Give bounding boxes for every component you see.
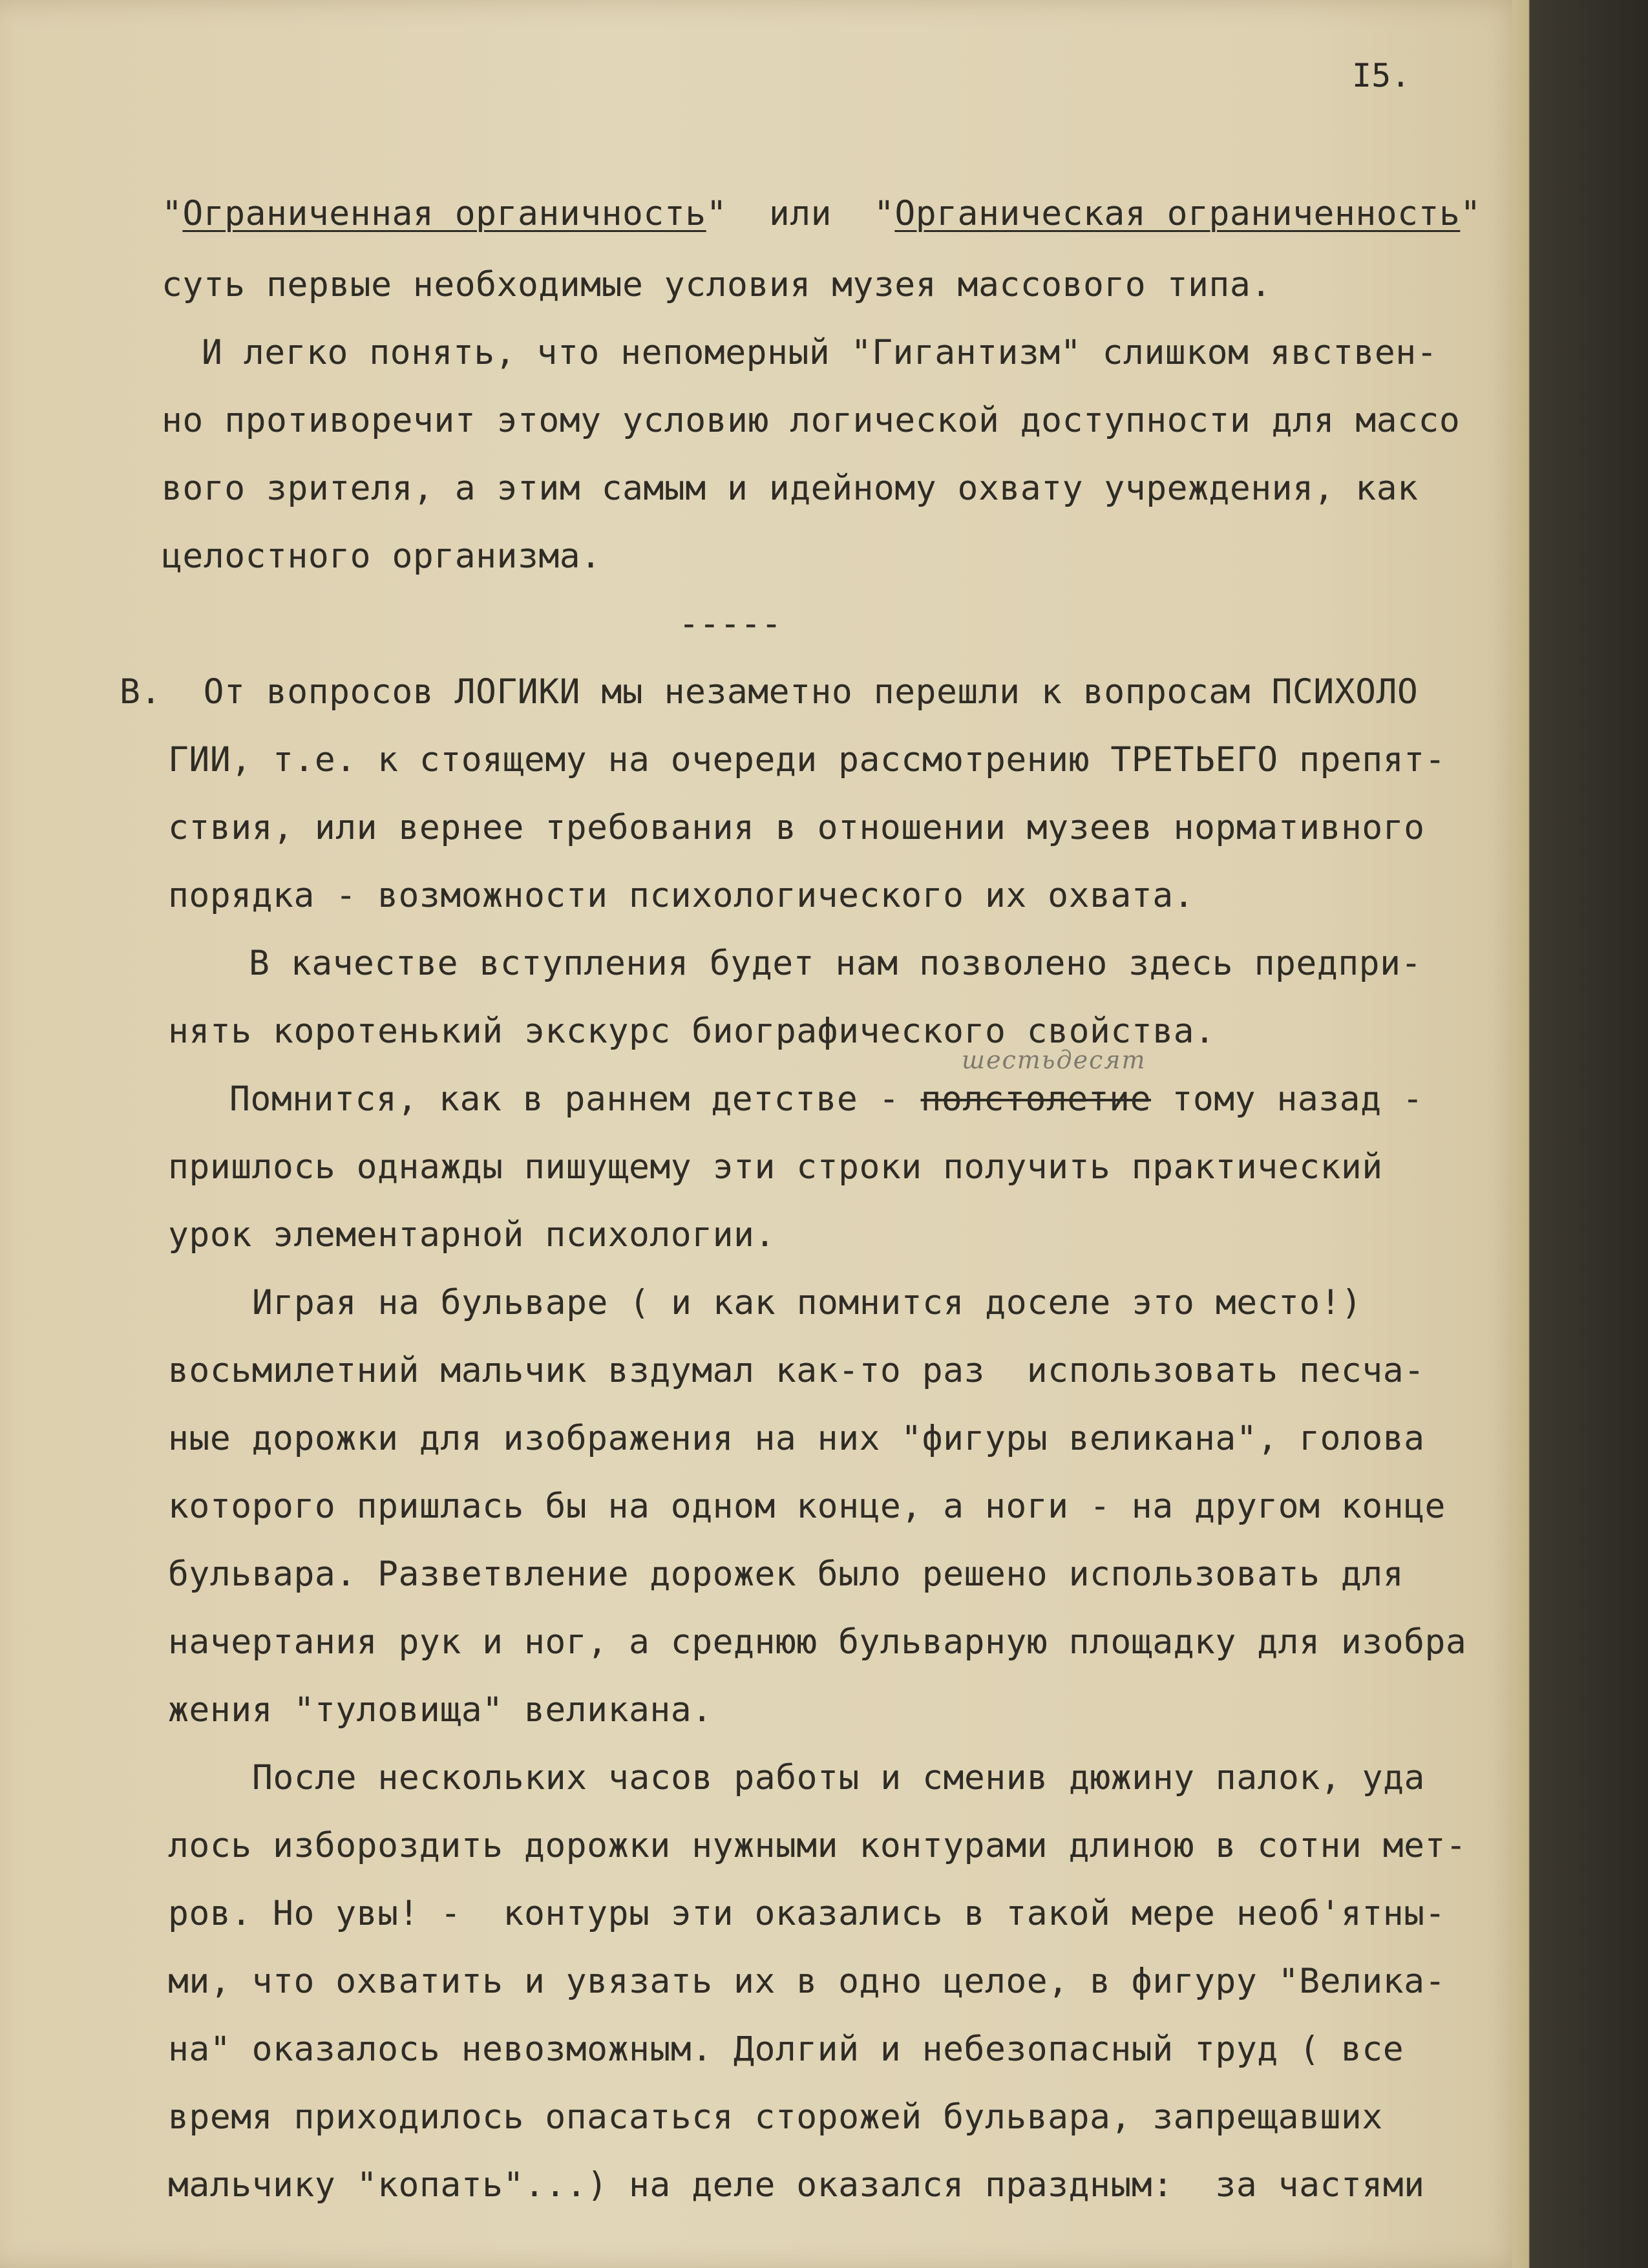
text-line-13: Помнится, как в раннем детстве - полстолетие тому назад - <box>229 1079 1424 1119</box>
text-line-24: лось избороздить дорожки нужными контурами длиною в сотни мет- <box>168 1826 1467 1865</box>
text-line-6: целостного организма. <box>162 536 602 576</box>
text-line-9: ствия, или вернее требования в отношении музеев нормативного <box>168 808 1425 847</box>
struck-word: полстолетие <box>920 1079 1151 1119</box>
text-line-4: но противоречит этому условию логической доступности для массо <box>162 401 1461 440</box>
text-line-1: "Ограниченная органичность" или "Органическая ограниченность" <box>162 194 1481 233</box>
text-line-14: пришлось однажды пишущему эти строки получить практический <box>168 1147 1383 1187</box>
text-line-2: суть первые необходимые условия музея массового типа. <box>162 265 1272 304</box>
text-line-17: восьмилетний мальчик вздумал как-то раз использовать песча- <box>168 1351 1425 1390</box>
text-line-15: урок элементарной психологии. <box>168 1215 776 1255</box>
text-line-25: ров. Но увы! - контуры эти оказались в такой мере необ'ятны- <box>168 1894 1446 1933</box>
page-number: I5. <box>1352 57 1411 94</box>
text-line-8: ГИИ, т.е. к стоящему на очереди рассмотрению ТРЕТЬЕГО препят- <box>168 740 1446 779</box>
text-line-26: ми, что охватить и увязать их в одно целое, в фигуру "Велика- <box>168 1962 1446 2001</box>
section-separator: ----- <box>679 604 782 644</box>
text-line-12: нять коротенький экскурс биографического свойства. <box>168 1012 1216 1051</box>
text-line-10: порядка - возможности психологического их охвата. <box>168 876 1195 915</box>
text-line-3: И легко понять, что непомерный "Гигантизм" слишком явствен- <box>202 333 1438 372</box>
handwritten-correction: шестьдесят <box>962 1046 1146 1074</box>
text-line-29: мальчику "копать"...) на деле оказался праздным: за частями <box>168 2165 1425 2205</box>
text-line-5: вого зрителя, а этим самым и идейному охвату учреждения, как <box>162 469 1419 508</box>
text-line-11: В качестве вступления будет нам позволено здесь предпри- <box>249 944 1422 983</box>
text-line-16: Играя на бульваре ( и как помнится доселе это место!) <box>252 1283 1362 1322</box>
text-line-23: После нескольких часов работы и сменив дюжину палок, уда <box>252 1758 1425 1797</box>
text-line-22: жения "туловища" великана. <box>168 1690 713 1730</box>
text-line-19: которого пришлась бы на одном конце, а ноги - на другом конце <box>168 1487 1446 1526</box>
text-line-28: время приходилось опасаться сторожей бульвара, запрещавших <box>168 2097 1383 2137</box>
text-line-7: В. От вопросов ЛОГИКИ мы незаметно перешли к вопросам ПСИХОЛО <box>120 672 1419 712</box>
text-line-21: начертания рук и ног, а среднюю бульварную площадку для изобра <box>168 1622 1467 1662</box>
background-edge <box>1512 0 1648 2268</box>
text-line-20: бульвара. Разветвление дорожек было решено использовать для <box>168 1554 1404 1594</box>
text-line-18: ные дорожки для изображения на них "фигуры великана", голова <box>168 1419 1425 1458</box>
text-line-27: на" оказалось невозможным. Долгий и небезопасный труд ( все <box>168 2030 1404 2069</box>
